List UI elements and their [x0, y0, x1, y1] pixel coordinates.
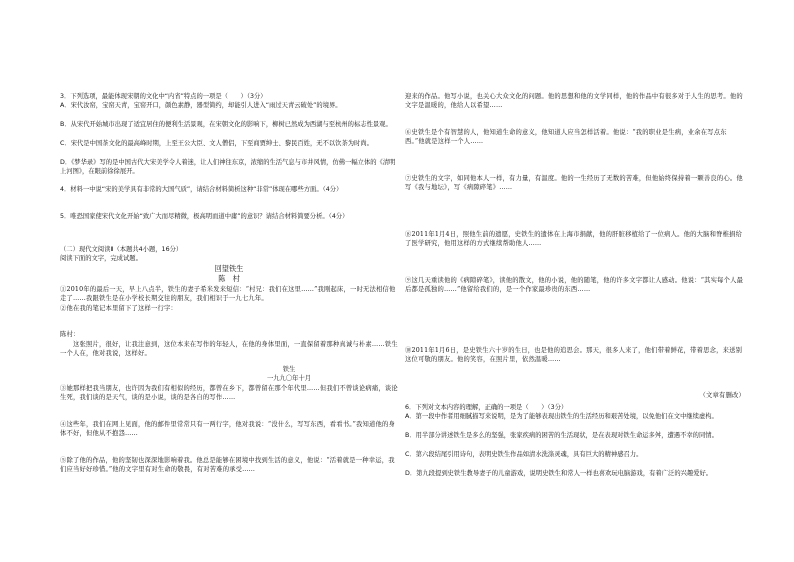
article-paragraph: ⑩2011年1月6日，是史铁生六十岁的生日，也是他的追思会。那天，很多人来了，他们带着鲜花，带着思念，来送别这位可敬的朋友。他的笑容，在照片里，依然温暖…… [405, 347, 743, 364]
article-title: 回望铁生 [214, 264, 244, 273]
article-paragraph: ①2010年的最后一天，早上八点半，铁生的妻子希米发来短信：“村兄：我们在这里……”我刚起床，一时无法相信他走了……我跟铁生是在小学校长期交往的朋友，我们相识于一九七九年。 [60, 286, 396, 303]
question-6-option-b: B．用半部分讲述铁生是多么的坚强，张家疾病的困苦的生活现状，是在表现对铁生命运多舛，遭遇不幸的同情。 [405, 432, 718, 439]
question-3-option-d: D．《梦华录》写的是中国古代大宋美学令人着迷，让人们神往东京，浓缩的生活气息与市井风情，仿佛一幅立体的《清明上河图》，在眼前徐徐展开。 [60, 159, 396, 176]
question-5: 5．唯恐国家使宋代文化开始“致广大而尽精微，极高明而道中庸”的意识？请结合材料简要分析。（4分） [60, 213, 349, 220]
question-6: 6．下列对文本内容的理解，正确的一项是（ ）（3分） [405, 404, 568, 411]
source-note: （文章有删改） [699, 392, 745, 399]
article-paragraph: 迎来的作品。他写小说，也关心大众文化的问题。他的思想和他的文学同样，他的作品中有很多对于人生的思考。他的文字是温暖的，他给人以希望…… [405, 93, 743, 110]
letter-date: 一九九〇年十月 [266, 375, 312, 382]
article-paragraph: ②他在我的笔记本里留下了这样一行字： [60, 305, 177, 312]
letter-body: 这张照片，很好，让我注意到，这位本来在写作的年轻人，在他的身体里面，一直保留着那种真诚与朴素……铁生一个人在，他对我说，这样好。 [60, 341, 398, 358]
question-6-option-a: A．第一段中作者用细腻描写来说明，是为了能够表现出铁生的生活经历和艰苦处境，以免他们在文中继续虚构。 [405, 413, 718, 420]
article-paragraph: ⑤除了他的作品，他的坚韧也深深地影响着我。他总是能够在困境中找到生活的意义，他说：“活着就是一种幸运，我们应当好好珍惜。”他的文字里有对生命的敬畏，有对苦难的承受…… [60, 457, 395, 474]
question-3-option-b: B．从宋代开始城市出现了适宜居住的便利生活景观，在宋朝文化的影响下，柳树已然成为西湖与至杭州的标志性景观。 [60, 121, 392, 128]
question-6-option-c: C．第六段结尾引用诗句，表明史铁生作品如清水洗涤灵魂，具有巨大的精神感召力。 [405, 451, 643, 458]
article-paragraph: ⑦史铁生的文字，如同他本人一样，有力量，有温度。他的一生经历了无数的苦难，但他始终保持着一颗善良的心。他写《我与地坛》，写《病隙碎笔》…… [405, 175, 743, 192]
article-paragraph: ③她那样把我当朋友，也许因为我们有相似的经历，都曾在乡下，都曾留在那个年代里……但我们不曾谈论病痛，谈论生死，我们谈的是天气，谈的是小说，谈的是各自的写作…… [60, 385, 398, 402]
reading-instruction: 阅读下面的文字，完成试题。 [60, 255, 142, 262]
letter-signature: 铁生 [282, 366, 296, 373]
letter-salutation: 陈村： [60, 331, 80, 338]
question-3-option-a: A．宋代汝窑，宝窑天青，宝窑开口，颜色素静，器型简约，却能引人进入“雨过天青云破处”的境界。 [60, 102, 342, 109]
question-3-option-c: C．宋代是中国茶文化的最高峰时期，上至王公大臣、文人僧侣，下至商贾绅士、黎民百姓，无不以饮茶为时尚。 [60, 140, 373, 147]
article-author: 陈 村 [218, 274, 240, 283]
question-3: 3．下列选项，最能体现宋朝的文化中“内省”特点的一项是（ ）（3分） [60, 93, 267, 100]
section-heading: （二）现代文阅读Ⅱ（本题共4小题，16分） [60, 246, 183, 253]
article-paragraph: ⑥史铁生是个有智慧的人，他知道生命的意义，他知道人应当怎样活着。他说：“我的职业是生病，业余在写点东西。”他就是这样一个人…… [405, 129, 727, 146]
article-paragraph: ⑧2011年1月4日，照他生前的遗愿，史铁生的遗体在上海市捐献，他的肝脏移植给了一位病人。他的大脑和脊椎捐给了医学研究，他用这样的方式继续帮助他人…… [405, 231, 743, 248]
question-4: 4．材料一中说“宋的美学具有非常的大国气质”，请结合材料简析这种“非常”体现在哪些方面。（4分） [60, 186, 343, 193]
article-paragraph: ④这些年，我们在网上见面，他的邮件里常常只有一两行字，他对我说：“没什么，写写东西，看看书。”我知道他的身体不好，但他从不抱怨…… [60, 421, 396, 438]
question-6-option-d: D．第九段提到史铁生教导妻子的儿童游戏，说明史铁生和常人一样也喜欢玩电脑游戏，有着广泛的兴趣爱好。 [405, 470, 713, 477]
article-paragraph: ⑨这几天重读他的《病隙碎笔》，读他的散文，他的小说，他的随笔，他的许多文字都让人感动。他说：“其实每个人最后都是孤独的……”他留给我们的，是一个作家最珍贵的东西…… [405, 277, 744, 294]
